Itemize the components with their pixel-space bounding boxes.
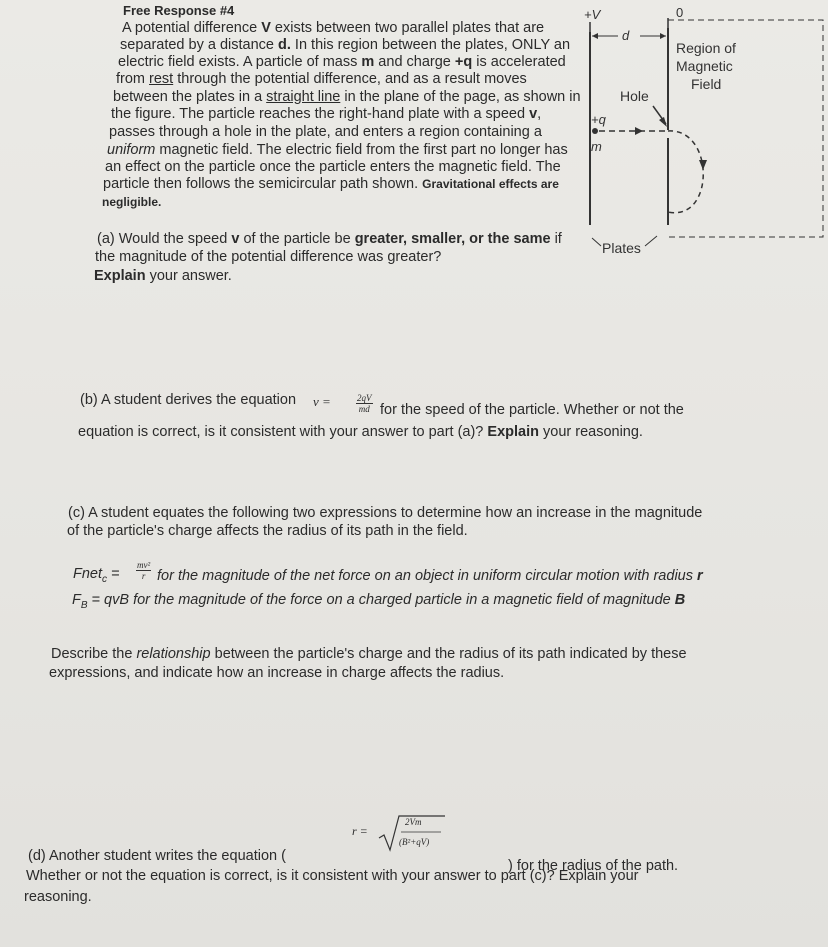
intro-line: A potential difference V exists between two parallel plates that are	[122, 20, 545, 36]
part-d-line: reasoning.	[24, 889, 92, 905]
intro-line: electric field exists. A particle of mass m and charge +q is accelerated	[118, 54, 566, 70]
plus-v-label: +V	[584, 7, 601, 22]
part-d-eq-lhs: r =	[352, 824, 368, 838]
magnetic-force-expression: $F_B$ = qvB for the magnitude of the force on a charged particle in a magnetic field of magnitude B	[72, 592, 686, 611]
intro-line: passes through a hole in the plate, and enters a region containing a	[109, 124, 542, 140]
part-d-line: (d) Another student writes the equation (	[28, 848, 286, 864]
part-b-denominator: md	[358, 404, 370, 414]
part-d-line: ) for the radius of the path.	[508, 858, 679, 874]
particle-icon	[592, 128, 598, 134]
part-d-denominator: (B²+qV)	[399, 837, 430, 847]
part-b-fraction	[356, 393, 373, 414]
zero-label: 0	[676, 5, 684, 20]
part-b-line: equation is correct, is it consistent with your answer to part (a)? Explain your reasoning.	[78, 424, 643, 440]
net-force-fraction	[136, 560, 151, 581]
intro-line: uniform magnetic field. The electric field from the first part no longer has	[107, 142, 568, 158]
plates-figure	[575, 0, 828, 265]
intro-line: the figure. The particle reaches the right-hand plate with a speed v,	[111, 106, 542, 122]
intro-line: particle then follows the semicircular path shown. Gravitational effects are	[103, 176, 559, 192]
intro-line: an effect on the particle once the particle enters the magnetic field. The	[105, 159, 561, 175]
part-a-line: the magnitude of the potential difference was greater?	[95, 249, 442, 265]
mass-label: m	[591, 139, 602, 154]
part-c-line: (c) A student equates the following two expressions to determine how an increase in the magnitude	[68, 505, 703, 521]
part-d-line: Whether or not the equation is correct, is it consistent with your answer to part (c)? Explain your	[26, 868, 639, 884]
part-c-line: Describe the relationship between the particle's charge and the radius of its path indicated by these	[51, 646, 687, 662]
net-force-description: for the magnitude of the net force on an object in uniform circular motion with radius r	[157, 568, 703, 584]
net-force-denominator: r	[141, 571, 146, 581]
part-b-numerator: 2qV	[357, 393, 372, 403]
part-c-line: of the particle's charge affects the radius of its path in the field.	[67, 523, 468, 539]
part-b-line: (b) A student derives the equation	[80, 392, 297, 408]
part-a-line: (a) Would the speed v of the particle be greater, smaller, or the same if	[97, 231, 562, 247]
part-b-line: for the speed of the particle. Whether or not the	[380, 402, 684, 418]
part-a-line: Explain your answer.	[94, 268, 232, 284]
net-force-expression: Fnet$_c$ =	[73, 566, 120, 585]
intro-line: separated by a distance d. In this region between the plates, ONLY an	[120, 37, 571, 53]
field-label-line2: Magnetic	[676, 58, 733, 74]
plates-pointer	[645, 236, 657, 246]
hole-label: Hole	[620, 88, 649, 104]
field-label-line3: Field	[691, 76, 722, 92]
net-force-numerator: mv²	[137, 560, 151, 570]
part-c-line: expressions, and indicate how an increase in charge affects the radius.	[49, 665, 505, 681]
part-d-numerator: 2Vm	[405, 817, 422, 827]
page-title: Free Response #4	[123, 3, 235, 18]
distance-label: d	[622, 28, 630, 43]
charge-label: +q	[591, 112, 606, 127]
intro-line: from rest through the potential difference, and as a result moves	[116, 71, 527, 87]
plates-label: Plates	[602, 240, 641, 256]
field-label-line1: Region of	[676, 40, 736, 56]
part-b-eq-lhs: v =	[313, 394, 331, 409]
semicircular-path	[668, 131, 703, 213]
intro-line: negligible.	[102, 195, 162, 209]
intro-line: between the plates in a straight line in the plane of the page, as shown in	[113, 89, 581, 105]
